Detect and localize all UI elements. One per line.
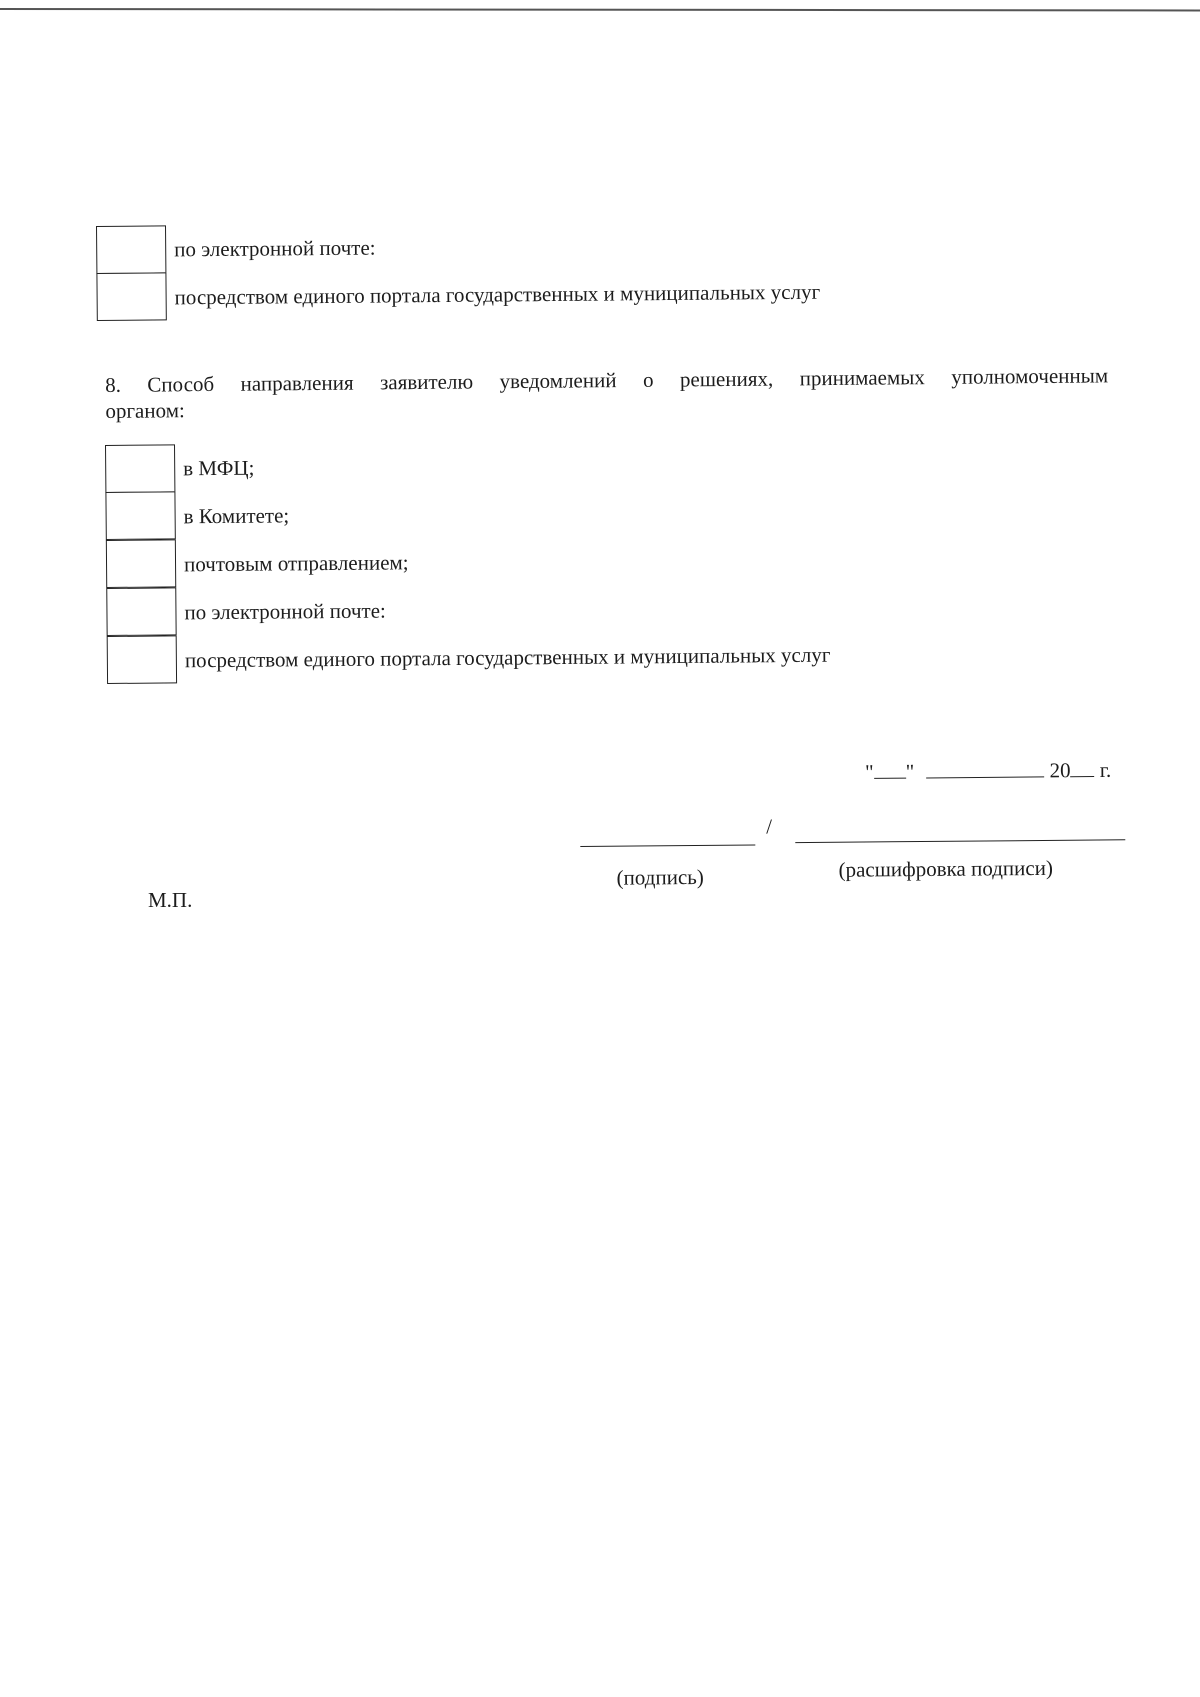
date-year-suffix: г. (1099, 757, 1112, 782)
date-year-blank[interactable] (1070, 758, 1094, 777)
signature-line[interactable] (580, 844, 755, 847)
signature-decode-caption: (расшифровка подписи) (838, 855, 1054, 882)
date-year-prefix: 20 (1049, 758, 1071, 783)
checkbox-email-8[interactable] (106, 588, 176, 637)
option-label-portal: посредством единого портала государственных и муниципальных услуг (174, 279, 821, 309)
checkbox-mfc[interactable] (105, 444, 175, 493)
option-row-email-8 (106, 583, 830, 637)
option-row-post (106, 535, 830, 589)
date-day-blank[interactable] (874, 760, 906, 779)
option-label-committee: в Комитете; (183, 502, 290, 528)
option-label-mfc: в МФЦ; (183, 455, 255, 480)
option-label-post: почтовым отправлением; (183, 549, 409, 576)
stamp-place-label: М.П. (148, 888, 193, 912)
option-row-portal (96, 268, 820, 322)
delivery-options-continued (96, 220, 820, 322)
signature-decode-line[interactable] (795, 839, 1125, 843)
signature-slash: / (766, 814, 773, 839)
checkbox-committee[interactable] (105, 492, 175, 541)
section-8-options (105, 439, 831, 685)
option-row-mfc (105, 439, 829, 493)
date-open-quote: " (865, 759, 874, 784)
checkbox-portal[interactable] (96, 273, 166, 322)
section-8-heading-line2: органом: (105, 398, 185, 423)
option-row-committee (105, 487, 829, 541)
checkbox-email[interactable] (96, 225, 166, 274)
signature-caption: (подпись) (616, 864, 704, 890)
section-8-heading-line1: 8. Способ направления заявителю уведомлений о решениях, принимаемых уполномоченным (105, 363, 1109, 397)
date-month-blank[interactable] (926, 758, 1044, 778)
option-label-email: по электронной почте: (174, 235, 376, 261)
date-field (865, 758, 1111, 785)
scan-edge-line (0, 8, 1200, 11)
signature-block (580, 805, 1121, 910)
option-row-email (96, 220, 820, 274)
option-row-portal-8 (107, 631, 831, 685)
checkbox-portal-8[interactable] (107, 636, 177, 685)
option-label-portal-8: посредством единого портала государственных и муниципальных услуг (184, 642, 831, 672)
section-8-heading (105, 362, 1108, 424)
option-label-email-8: по электронной почте: (184, 598, 386, 624)
checkbox-post[interactable] (106, 540, 176, 589)
date-close-quote: " (905, 759, 915, 784)
